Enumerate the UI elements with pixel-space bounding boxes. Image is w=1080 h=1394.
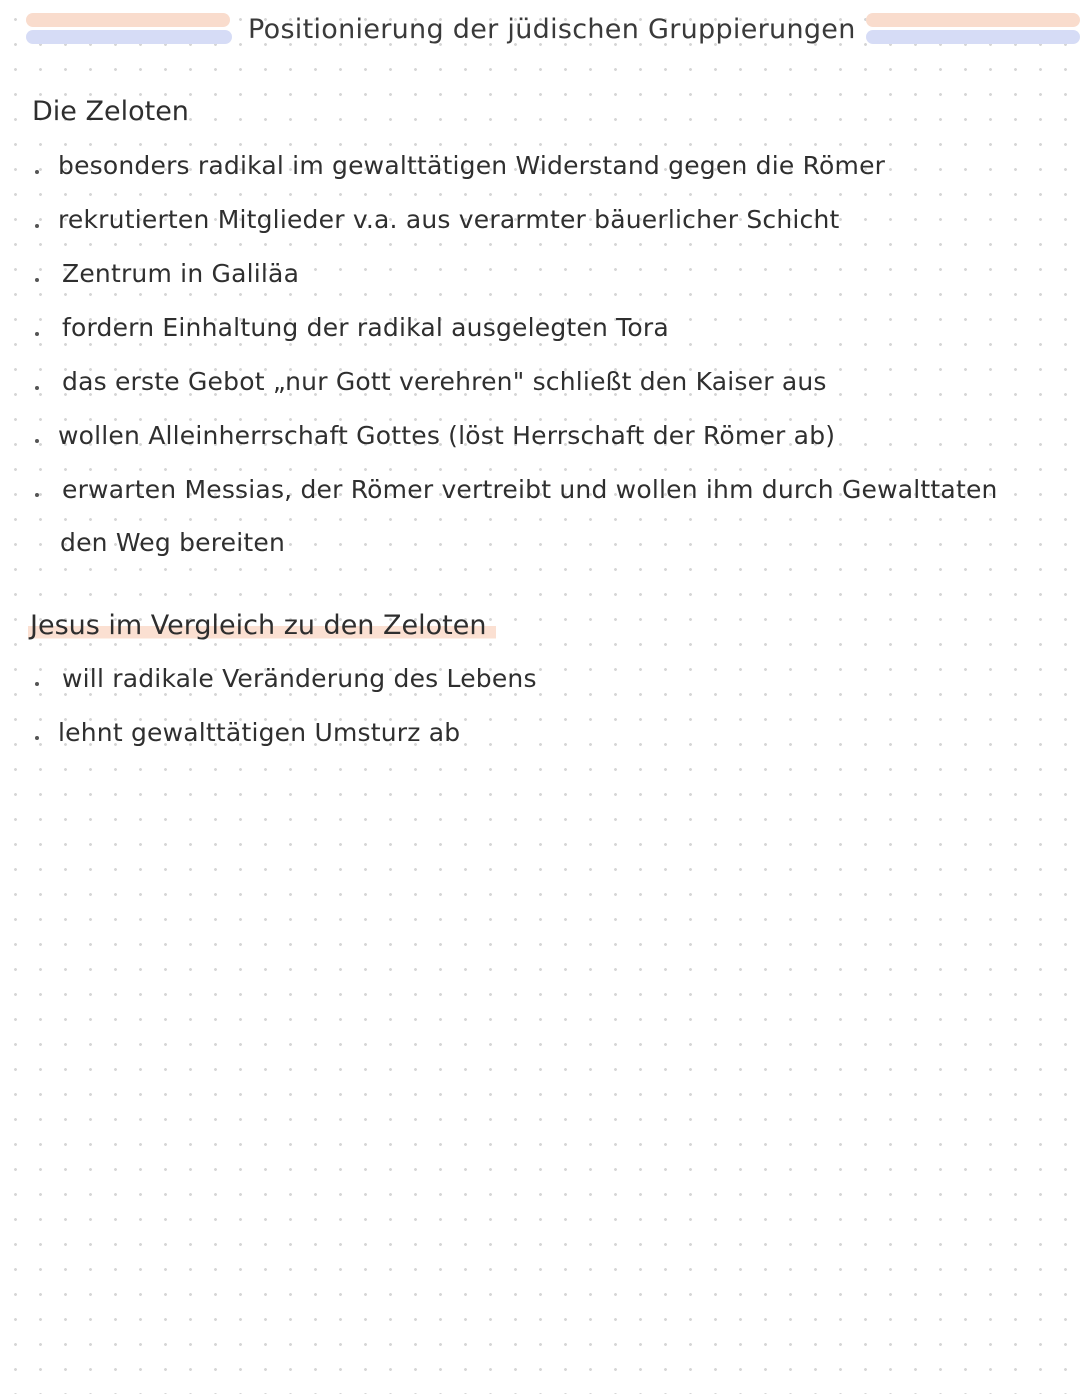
bullet bbox=[35, 493, 39, 497]
list-item: Zentrum in Galiläa bbox=[62, 259, 300, 288]
bullet bbox=[35, 682, 39, 686]
title-decoration-left-lavender bbox=[26, 30, 232, 44]
section-heading-jesus: Jesus im Vergleich zu den Zeloten bbox=[28, 610, 496, 641]
bullet bbox=[35, 332, 39, 336]
list-item: rekrutierten Mitglieder v.a. aus verarmter bäuerlicher Schicht bbox=[58, 205, 840, 234]
list-item: besonders radikal im gewalttätigen Widerstand gegen die Römer bbox=[58, 151, 886, 180]
list-item-continuation: den Weg bereiten bbox=[60, 528, 286, 557]
list-item: will radikale Veränderung des Lebens bbox=[62, 664, 537, 693]
list-item: lehnt gewalttätigen Umsturz ab bbox=[58, 718, 461, 747]
list-item: fordern Einhaltung der radikal ausgelegten Tora bbox=[62, 313, 669, 342]
title-decoration-right-peach bbox=[866, 13, 1080, 27]
list-item: wollen Alleinherrschaft Gottes (löst Herrschaft der Römer ab) bbox=[58, 421, 836, 450]
list-item: das erste Gebot „nur Gott verehren" schließt den Kaiser aus bbox=[62, 367, 827, 396]
bullet bbox=[35, 224, 39, 228]
bullet bbox=[35, 170, 39, 174]
title-decoration-left-peach bbox=[26, 13, 230, 27]
section-heading-zeloten: Die Zeloten bbox=[32, 96, 189, 127]
bullet bbox=[35, 386, 39, 390]
bullet bbox=[35, 278, 39, 282]
page-title: Positionierung der jüdischen Gruppierungen bbox=[248, 14, 856, 45]
list-item: erwarten Messias, der Römer vertreibt und wollen ihm durch Gewalttaten bbox=[62, 475, 998, 504]
bullet bbox=[35, 439, 39, 443]
title-decoration-right-lavender bbox=[866, 30, 1080, 44]
bullet bbox=[35, 736, 39, 740]
